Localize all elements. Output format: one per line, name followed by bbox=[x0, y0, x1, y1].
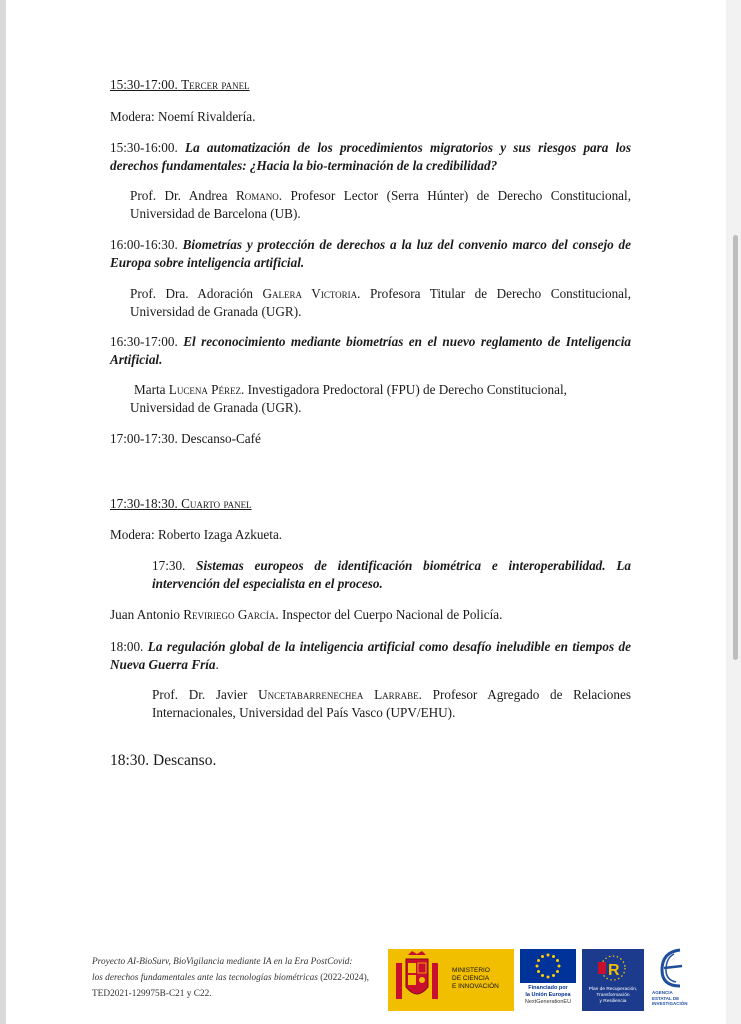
ministerio-line-3: E INNOVACIÓN bbox=[452, 983, 499, 990]
footer-line-2: los derechos fundamentales ante las tecnologías biométricas (2022-2024), bbox=[92, 973, 369, 983]
panel4-heading: 17:30-18:30. Cuarto panel bbox=[110, 496, 252, 511]
panel3-talk3-title: 16:30-17:00. El reconocimiento mediante biometrías en el nuevo reglamento de Inteligencia Artificial. bbox=[110, 334, 631, 367]
panel3-break: 17:00-17:30. Descanso-Café bbox=[110, 431, 261, 446]
panel3-moderator: Modera: Noemí Rivaldería. bbox=[110, 109, 256, 124]
eu-line-1: Financiado por bbox=[528, 985, 568, 991]
panel4-talk1-speaker: Juan Antonio Reviriego García. Inspector del Cuerpo Nacional de Policía. bbox=[110, 607, 503, 622]
panel4-talk2-title: 18:00. La regulación global de la inteligencia artificial como desafío ineludible en tiempos de Nueva Guerra Fría. bbox=[110, 639, 631, 672]
spain-coat-of-arms-icon bbox=[388, 949, 446, 1011]
recovery-plan-icon bbox=[582, 949, 644, 987]
panel3-talk2-title: 16:00-16:30. Biometrías y protección de derechos a la luz del convenio marco del consejo de Europa sobre inteligencia artificial. bbox=[110, 237, 631, 270]
agencia-e-icon bbox=[650, 946, 694, 990]
vertical-scrollbar[interactable] bbox=[733, 235, 738, 660]
panel3-talk3-speaker: Marta Lucena Pérez. Investigadora Predoctoral (FPU) de Derecho Constitucional, Universidad de Granada (UGR). bbox=[130, 382, 567, 415]
project-footer bbox=[92, 954, 377, 1002]
panel4-moderator: Modera: Roberto Izaga Azkueta. bbox=[110, 527, 283, 542]
ministerio-logo bbox=[388, 949, 514, 1011]
eu-flag-icon bbox=[520, 949, 576, 983]
plan-line-3: y Resiliencia bbox=[599, 999, 627, 1004]
ministerio-line-1: MINISTERIO bbox=[452, 967, 490, 974]
eu-line-3: NextGenerationEU bbox=[524, 999, 572, 1005]
agencia-line-3: INVESTIGACIÓN bbox=[652, 1001, 688, 1006]
panel3-talk2-speaker: Prof. Dra. Adoración Galera Victoria. Profesora Titular de Derecho Constitucional, Universidad de Granada (UGR). bbox=[130, 286, 631, 319]
svg-text:R: R bbox=[608, 962, 620, 979]
ministerio-line-2: DE CIENCIA bbox=[452, 975, 490, 982]
agencia-line-2: ESTATAL DE bbox=[652, 995, 680, 1001]
panel3-talk1-speaker: Prof. Dr. Andrea Romano. Profesor Lector (Serra Húnter) de Derecho Constitucional, Universidad de Barcelona (UB). bbox=[130, 188, 631, 221]
agencia-line-1: AGENCIA bbox=[652, 990, 673, 995]
panel4-talk2-speaker: Prof. Dr. Javier Uncetabarrenechea Larrabe. Profesor Agregado de Relaciones Internacionales, Universidad del País Vasco (UPV/EHU). bbox=[152, 687, 631, 720]
footer-line-1: Proyecto AI-BioSurv, BioVigilancia mediante IA en la Era PostCovid: bbox=[92, 957, 353, 967]
eu-nextgeneration-logo bbox=[520, 949, 576, 1011]
footer-line-3: TED2021-129975B-C21 y C22. bbox=[92, 989, 212, 999]
panel4-closing: 18:30. Descanso. bbox=[110, 752, 217, 769]
plan-recuperacion-logo bbox=[582, 949, 644, 1011]
plan-line-2: Transformación bbox=[596, 993, 630, 998]
panel3-heading: 15:30-17:00. Tercer panel bbox=[110, 77, 250, 92]
plan-line-1: Plan de Recuperación, bbox=[588, 987, 638, 992]
panel3-talk1-title: 15:30-16:00. La automatización de los procedimientos migratorios y sus riesgos para los derechos fundamentales: ¿Hacia la bio-terminación de la credibilidad? bbox=[110, 140, 631, 173]
panel4-talk1-title: 17:30. Sistemas europeos de identificación biométrica e interoperabilidad. La intervención del especialista en el proceso. bbox=[152, 558, 631, 591]
agencia-estatal-logo bbox=[650, 946, 694, 1014]
eu-line-2: la Unión Europea bbox=[525, 992, 571, 998]
